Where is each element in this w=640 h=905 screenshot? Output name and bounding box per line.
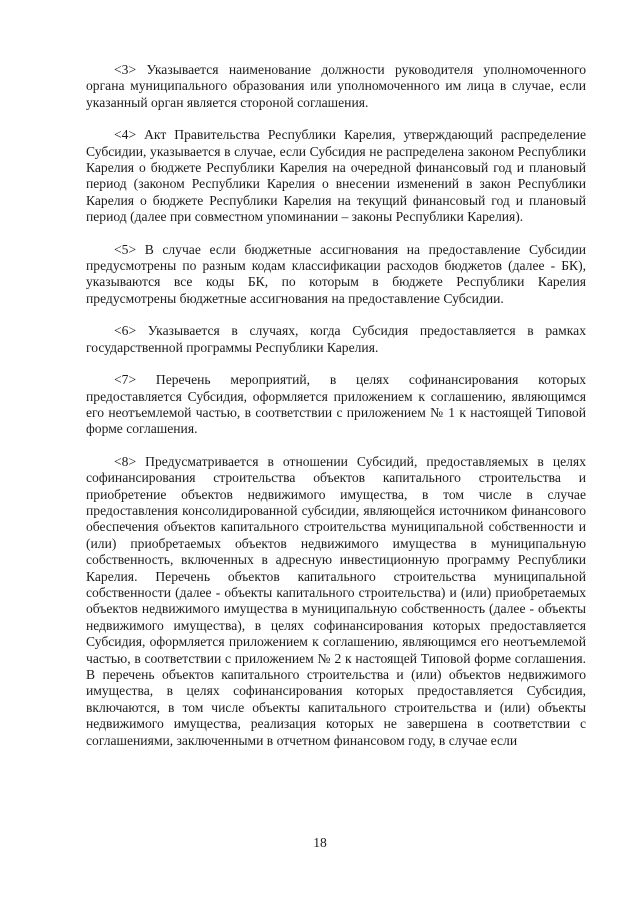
footnote-5: <5> В случае если бюджетные ассигнования на предоставление Субсидии предусмотрены по разным кодам классификации расходов бюджетов (далее - БК), указываются все коды БК, по которым в бюджете Республики Карелия предусмотрены бюджетные ассигнования на предоставление Субсидии. — [86, 241, 586, 306]
footnote-8: <8> Предусматривается в отношении Субсидий, предоставляемых в целях софинансирования строительства объектов капитального строительства и приобретение объектов недвижимого имущества, в том числе в случае предоставления консолидированной субсидии, являющейся источником финансового обеспечения объектов капитального строительства муниципальной собственности и (или) приобретаемых объектов недвижимого имущества в муниципальную собственность, включенных в адресную инвестиционную программу Республики Карелия. Перечень объектов капитального строительства муниципальной собственности (далее - объекты капитального строительства) и (или) приобретаемых объектов недвижимого имущества в муниципальную собственность (далее - объекты недвижимого имущества), в целях софинансирования которых предоставляется Субсидия, оформляется приложением к соглашению, являющимся его неотъемлемой частью, в соответствии с приложением № 2 к настоящей Типовой форме соглашения. В перечень объектов капитального строительства и (или) объектов недвижимого имущества, в целях софинансирования которых предоставляется Субсидия, включаются, в том числе объекты капитального строительства и (или) объекты недвижимого имущества, реализация которых не завершена в соответствии с соглашениями, заключенными в отчетном финансовом году, в случае если — [86, 453, 586, 748]
page-number: 18 — [313, 835, 327, 850]
document-body — [86, 62, 586, 765]
footnote-6: <6> Указывается в случаях, когда Субсидия предоставляется в рамках государственной программы Республики Карелия. — [86, 323, 586, 355]
footnote-7: <7> Перечень мероприятий, в целях софинансирования которых предоставляется Субсидия, оформляется приложением к соглашению, являющимся его неотъемлемой частью, в соответствии с приложением № 1 к настоящей Типовой форме соглашения. — [86, 372, 586, 437]
footnote-3: <3> Указывается наименование должности руководителя уполномоченного органа муниципального образования или уполномоченного им лица в случае, если указанный орган является стороной соглашения. — [86, 62, 586, 110]
footnote-4: <4> Акт Правительства Республики Карелия, утверждающий распределение Субсидии, указывается в случае, если Субсидия не распределена законом Республики Карелия о бюджете Республики Карелия на очередной финансовый год и плановый период (законом Республики Карелия о внесении изменений в закон Республики Карелия о бюджете Республики Карелия на текущий финансовый год и плановый период (далее при совместном упоминании – законы Республики Карелия). — [86, 127, 586, 225]
